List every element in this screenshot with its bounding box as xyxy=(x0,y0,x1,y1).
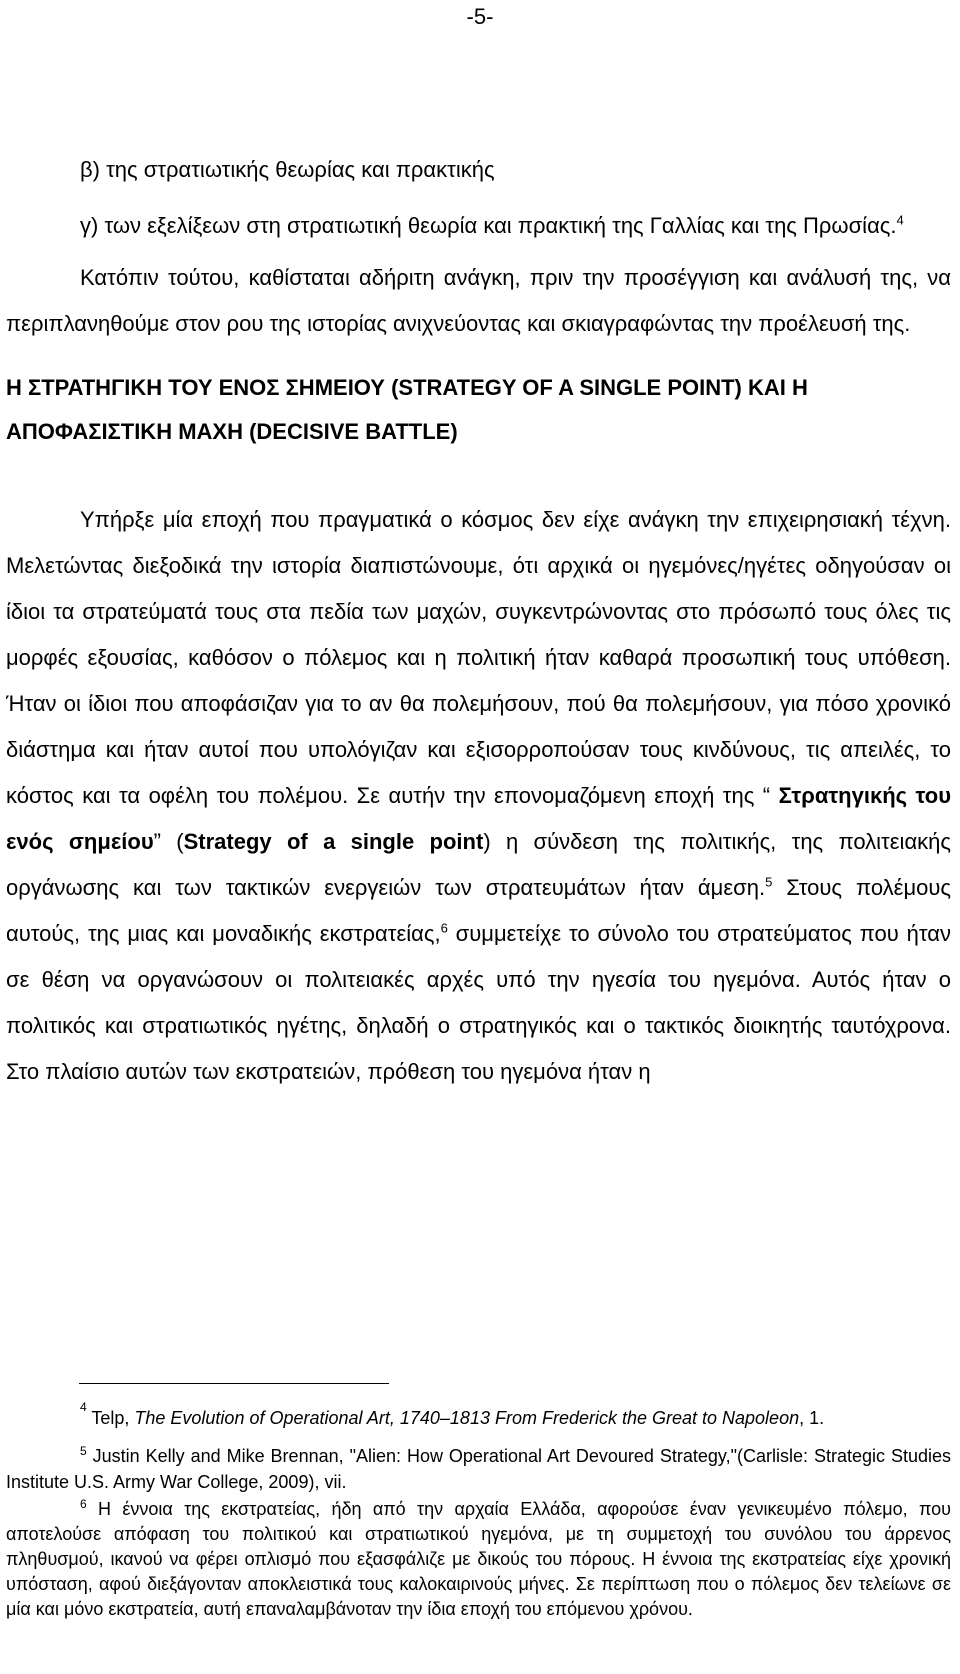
footnote-6-text: Η έννοια της εκστρατείας, ήδη από την αρχαία Ελλάδα, αφορούσε έναν γενικευμένο πόλεμο, που αποτελούσε απόφαση του πολιτικού και στρατιωτικού ηγεμόνα, με τη συμμετοχή του συνόλου του άρρενος πληθυσμού, ικανού να φέρει οπλισμό που εξασφάλιζε με δικούς του πόρους. Η έννοια της εκστρατείας είχε χρονική υπόσταση, αφού διεξάγονταν αποκλειστικά τους καλοκαιρινούς μήνες. Σε περίπτωση που ο πόλεμος δεν τελείωνε σε μία και μόνο εκστρατεία, αυτή επαναλαμβάνοταν την ίδια εποχή του επόμενου χρόνου. xyxy=(6,1499,951,1619)
footnote-ref-5[interactable]: 5 xyxy=(765,874,773,890)
bold-term-greek: Στρατηγικής του ενός σημείου xyxy=(6,783,951,854)
list-item-beta: β) της στρατιωτικής θεωρίας και πρακτικής xyxy=(80,157,495,182)
main-paragraph-part5: συμμετείχε το σύνολο του στρατεύματος που ήταν σε θέση να οργανώσουν οι πολιτειακές αρχές υπό την ηγεσία του ηγεμόνα. Αυτός ήταν ο πολιτικός και στρατιωτικός ηγέτης, δηλαδή ο στρατηγικός και ο τακτικός διοικητής ταυτόχρονα. Στο πλαίσιο αυτών των εκστρατειών, πρόθεση του ηγεμόνα ήταν η xyxy=(6,921,951,1084)
footnote-5-mark: 5 xyxy=(80,1444,87,1458)
footnote-4 xyxy=(6,1393,951,1443)
footnote-4-title: The Evolution of Operational Art, 1740–1813 From Frederick the Great to Napoleon xyxy=(134,1408,800,1428)
footnote-ref-4[interactable]: 4 xyxy=(896,212,904,228)
main-paragraph-part2: ” ( xyxy=(153,829,184,854)
section-heading: Η ΣΤΡΑΤΗΓΙΚΗ ΤΟΥ ΕΝΟΣ ΣΗΜΕΙΟΥ (STRATEGY OF A SINGLE POINT) ΚΑΙ Η ΑΠΟΦΑΣΙΣΤΙΚΗ ΜΑΧΗ (DECISIVE BATTLE) xyxy=(6,375,808,444)
page-number: -5- xyxy=(466,4,494,29)
footnotes xyxy=(6,1393,951,1622)
main-paragraph-part1: Υπήρξε μία εποχή που πραγματικά ο κόσμος δεν είχε ανάγκη την επιχειρησιακή τέχνη. Μελετώντας διεξοδικά την ιστορία διαπιστώνουμε, ότι αρχικά οι ηγεμόνες/ηγέτες οδηγούσαν οι ίδιοι τα στρατεύματά τους στα πεδία των μαχών, συγκεντρώνοντας στο πρόσωπό τους όλες τις μορφές εξουσίας, καθόσον ο πόλεμος και η πολιτική ήταν καθαρά προσωπική τους υπόθεση. Ήταν οι ίδιοι που αποφάσιζαν για το αν θα πολεμήσουν, πού θα πολεμήσουν, για πόσο χρονικό διάστημα και ήταν αυτοί που υπολόγιζαν και εξισορροπούσαν τους κινδύνους, τις απειλές, το κόστος και τα οφέλη του πολέμου. Σε αυτήν την επονομαζόμενη εποχή της “ xyxy=(6,507,951,808)
bold-term-english: Strategy of a single point xyxy=(183,829,484,854)
footnote-5 xyxy=(6,1443,951,1495)
document-body xyxy=(6,147,951,1095)
main-paragraph-part4: Στους πολέμους αυτούς, της μιας και μοναδικής εκστρατείας, xyxy=(6,875,952,946)
footnote-6-mark: 6 xyxy=(80,1497,87,1511)
list-item-gamma xyxy=(6,203,951,249)
footnote-4-post: , 1. xyxy=(799,1408,825,1428)
main-paragraph-part3: ) η σύνδεση της πολιτικής, της πολιτειακής οργάνωσης και των τακτικών ενεργειών των στρατευμάτων ήταν άμεση. xyxy=(6,829,951,900)
footnote-6 xyxy=(6,1497,951,1622)
intro-paragraph: Κατόπιν τούτου, καθίσταται αδήριτη ανάγκη, πριν την προσέγγιση και ανάλυσή της, να περιπλανηθούμε στον ρου της ιστορίας ανιχνεύοντας και σκιαγραφώντας την προέλευσή της. xyxy=(6,265,951,336)
footnote-4-pre: Telp, xyxy=(86,1408,135,1428)
footnote-5-text: Justin Kelly and Mike Brennan, "Alien: How Operational Art Devoured Strategy,"(Carlisle: Strategic Studies Institute U.S. Army War College, 2009), vii. xyxy=(6,1446,951,1492)
main-paragraph xyxy=(6,497,951,1095)
footnote-separator xyxy=(79,1383,389,1384)
footnote-ref-6[interactable]: 6 xyxy=(440,920,448,936)
footnote-4-mark: 4 xyxy=(80,1400,87,1414)
list-item-gamma-text: γ) των εξελίξεων στη στρατιωτική θεωρία και πρακτική της Γαλλίας και της Πρωσίας. xyxy=(80,213,897,238)
